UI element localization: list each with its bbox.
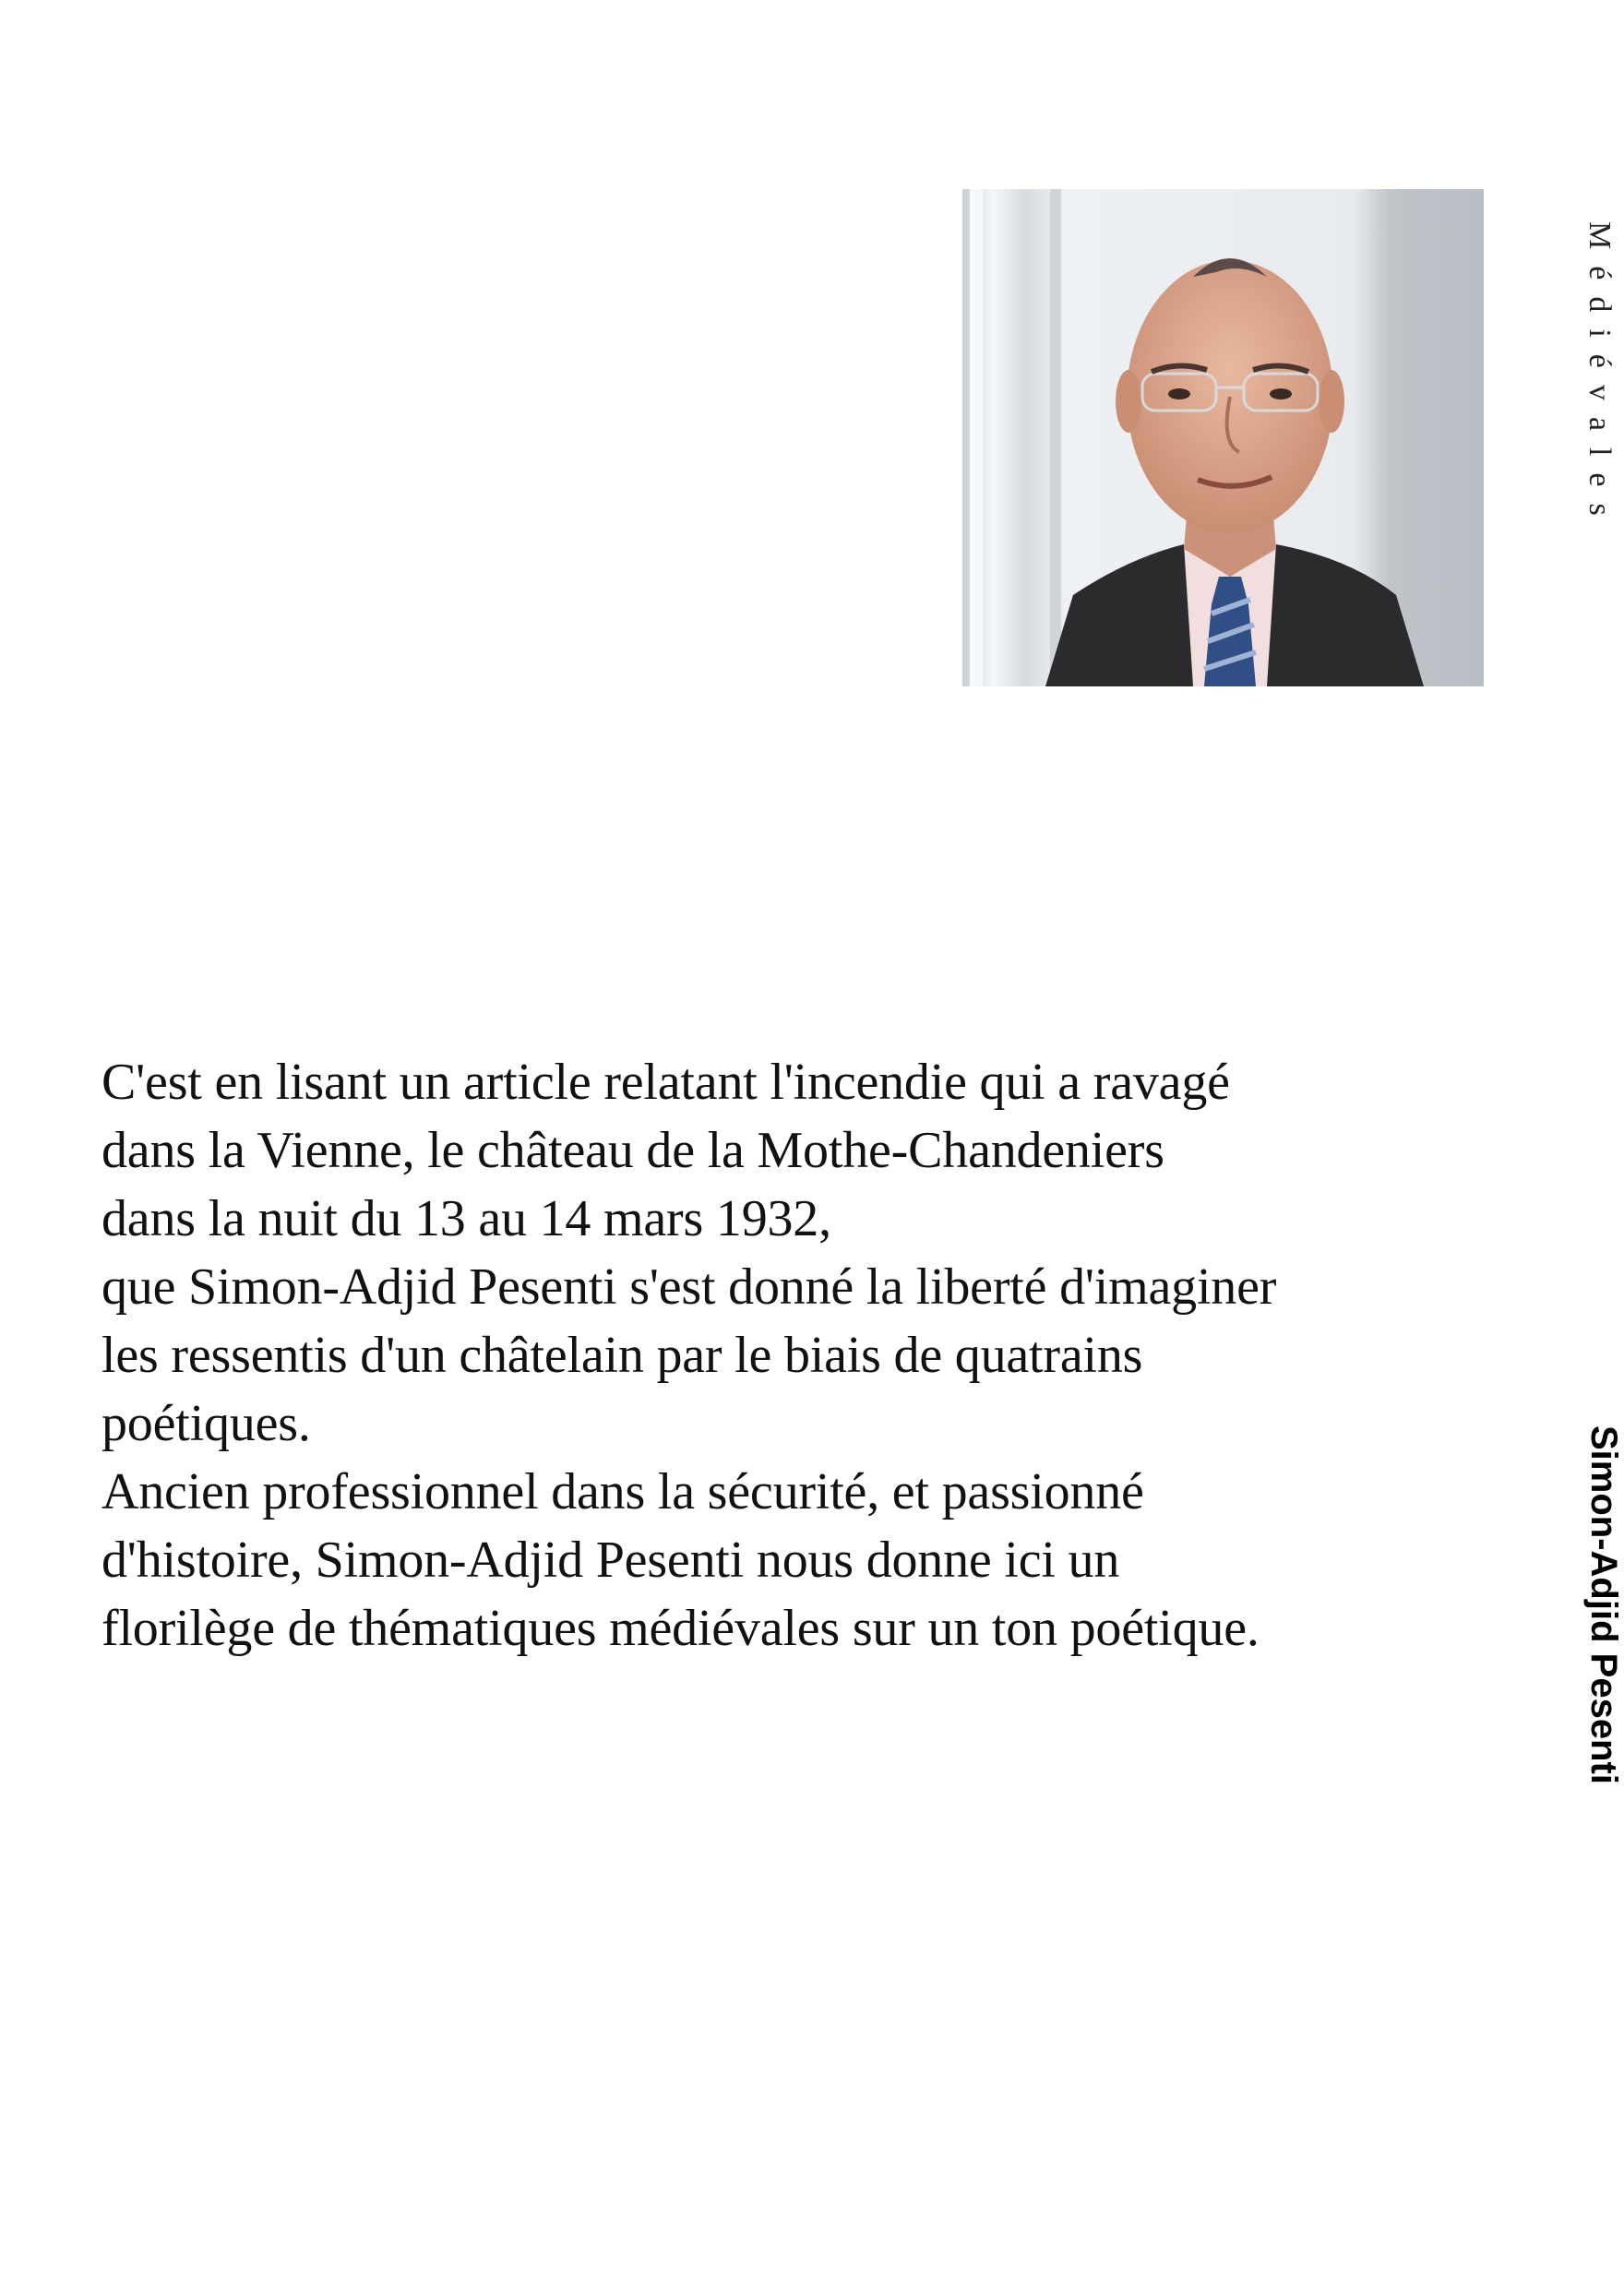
spine-author: Simon-Adjid Pesenti [1583,1425,1624,1784]
back-cover-blurb [102,1048,1486,1663]
spine-title: Médiévales [1582,221,1617,532]
blurb-line: dans la Vienne, le château de la Mothe-Chandeniers [102,1122,1164,1179]
blurb-line: C'est en lisant un article relatant l'incendie qui a ravagé [102,1054,1230,1111]
blurb-line: que Simon-Adjid Pesenti s'est donné la liberté d'imaginer [102,1258,1277,1316]
blurb-line: Ancien professionnel dans la sécurité, et passionné [102,1463,1144,1520]
blurb-line: dans la nuit du 13 au 14 mars 1932, [102,1190,831,1247]
blurb-line: les ressentis d'un châtelain par le biais de quatrains [102,1327,1143,1384]
blurb-line: poétiques. [102,1395,311,1452]
author-photo [962,189,1484,686]
author-portrait-image [962,189,1484,686]
blurb-line: florilège de thématiques médiévales sur un ton poétique. [102,1600,1260,1657]
blurb-line: d'histoire, Simon-Adjid Pesenti nous donne ici un [102,1532,1120,1589]
